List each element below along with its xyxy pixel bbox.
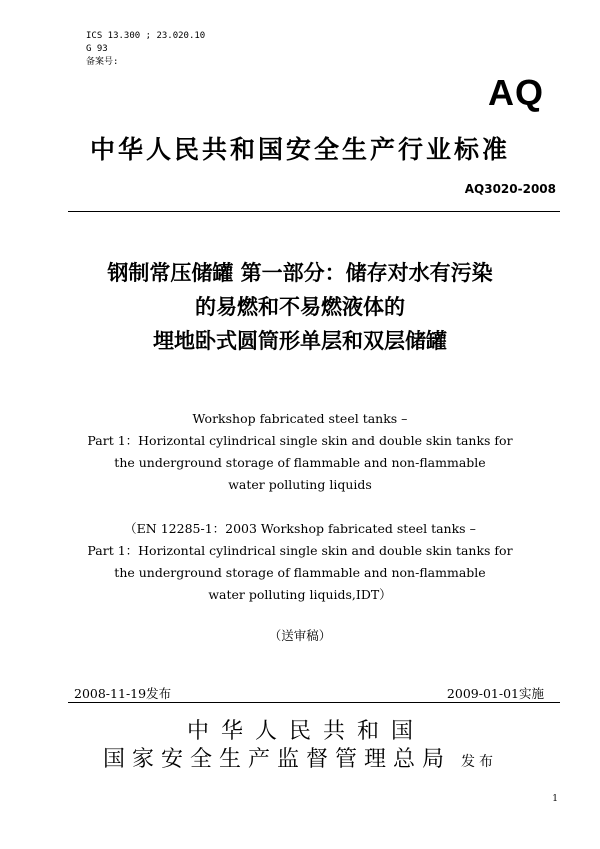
english-title-line-2: Part 1：Horizontal cylindrical single skin and double skin tanks for (87, 433, 513, 448)
record-number-label: 备案号: (86, 57, 119, 67)
implementation-date: 2009-01-01实施 (446, 686, 544, 701)
footer-divider (68, 702, 560, 703)
page-number: 1 (552, 794, 558, 804)
chinese-title-line-2: 的易燃和不易燃液体的 (195, 295, 405, 319)
english-title (0, 408, 600, 496)
chinese-title (0, 256, 600, 358)
english-reference-line-4: water polluting liquids,IDT） (208, 587, 392, 602)
chinese-title-line-3: 埋地卧式圆筒形单层和双层储罐 (153, 329, 447, 353)
issuing-authority (0, 718, 600, 776)
english-reference-line-2: Part 1：Horizontal cylindrical single skin and double skin tanks for (87, 543, 513, 558)
header-divider (68, 211, 560, 212)
standard-code: AQ3020-2008 (464, 182, 556, 196)
english-reference-line-1: （EN 12285-1：2003 Workshop fabricated steel tanks – (124, 521, 476, 536)
issue-date: 2008-11-19发布 (74, 686, 172, 701)
english-reference-line-3: the underground storage of flammable and non-flammable (114, 565, 486, 580)
issuer-line-2: 国家安全生产监督管理总局 (102, 747, 451, 772)
draft-label: （送审稿） (268, 628, 332, 643)
chinese-title-line-1: 钢制常压储罐 第一部分：储存对水有污染 (107, 261, 493, 285)
ics-code: ICS 13.300 ; 23.020.10 (86, 31, 206, 41)
standard-category-title: 中华人民共和国安全生产行业标准 (89, 135, 510, 164)
standard-logo: AQ (488, 72, 544, 113)
english-title-line-1: Workshop fabricated steel tanks – (192, 411, 408, 426)
ccs-code: G 93 (86, 44, 108, 54)
document-metadata (86, 30, 205, 69)
english-title-line-4: water polluting liquids (228, 477, 372, 492)
english-title-line-3: the underground storage of flammable and non-flammable (114, 455, 486, 470)
english-reference (0, 518, 600, 606)
issuer-publish-suffix: 发布 (461, 754, 497, 770)
issuer-line-1: 中华人民共和国 (186, 719, 425, 744)
